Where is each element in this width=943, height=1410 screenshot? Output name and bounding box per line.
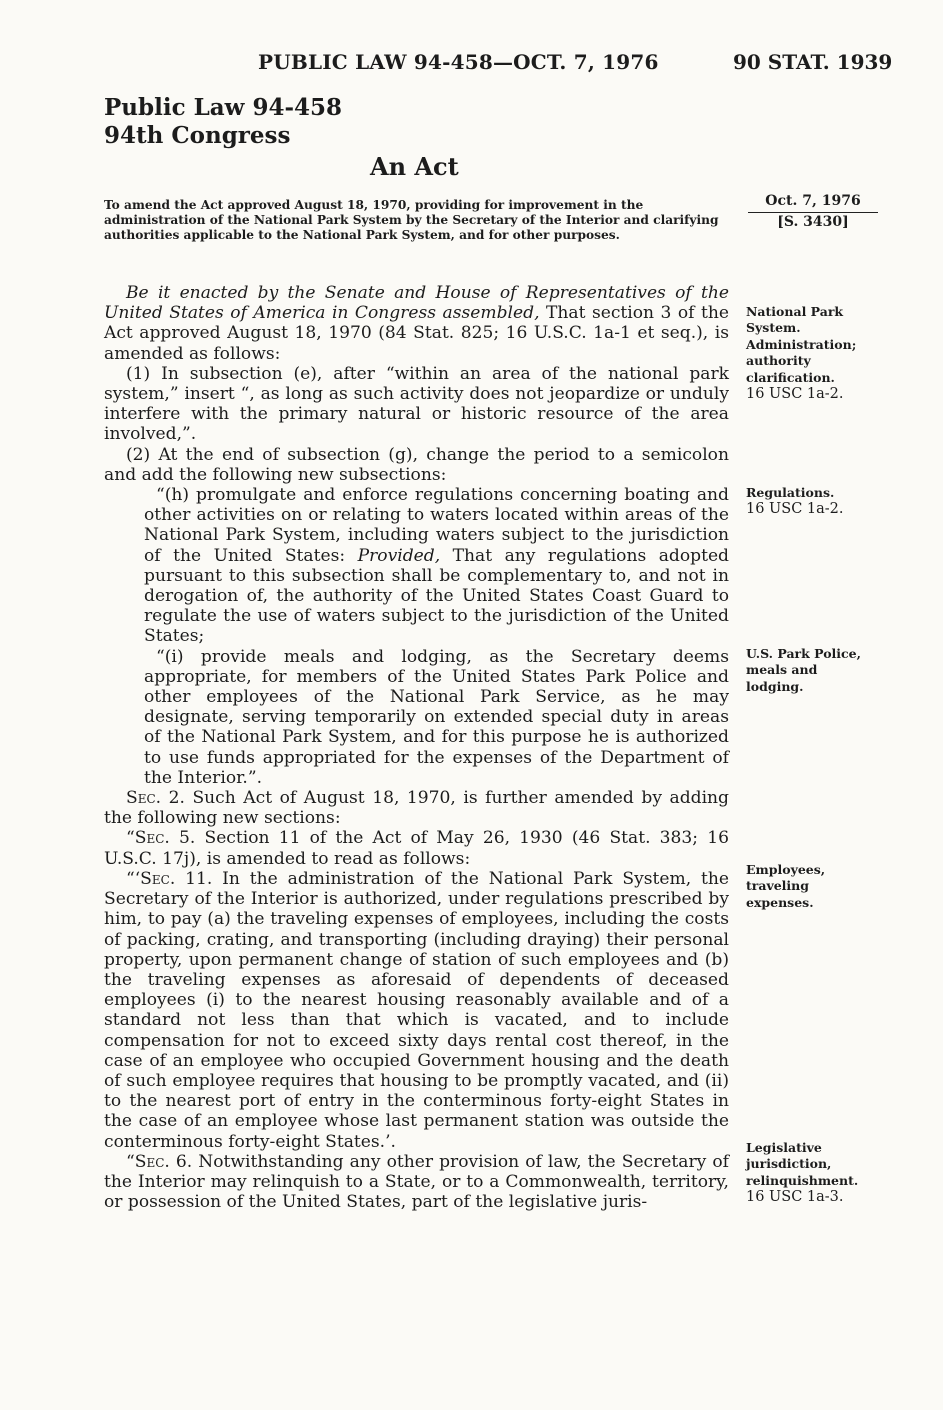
section-5-text: Section 11 of the Act of May 26, 1930 (46 Stat. 383; 16 U.S.C. 17j), is amended to read as follows: [104,828,729,869]
section-11-label: “‘Sec. 11. [126,868,213,889]
sidenote-4-text: Employees, traveling expenses. [746,862,826,910]
purpose-text: To amend the Act approved August 18, 1970, providing for improvement in the administration of the National Park System by the Secretary of the Interior and clarifying authorities applicable to the National Park System, and for other purposes. [104,198,719,242]
subsection-i: “(i) provide meals and lodging, as the Secretary deems appropriate, for members of the United States Park Police and other employees of the National Park Service, as he may designate, serving temporarily on extended special duty in areas of the National Park System, and for this purpose he is authorized to use funds appropriated for the expenses of the Department of the Interior.”. [144,646,729,788]
sidenote-park-police [746,646,876,695]
sidenote-regulations [746,485,876,518]
section-2-text: Such Act of August 18, 1970, is further amended by adding the following new sections: [104,788,729,829]
paragraph-1: (1) In subsection (e), after “within an area of the national park system,” insert “, as long as such activity does not jeopardize or unduly interfere with the primary natural or historic resource of the area involved,”. [104,363,729,445]
purpose-clause [104,198,722,243]
law-title-block [104,94,342,150]
enacting-clause-italic: Be it enacted by the Senate and House of Representatives of the United States of America in Congress assembled, [104,283,729,324]
section-2 [104,788,729,828]
paragraph-2: (2) At the end of subsection (g), change the period to a semicolon and add the following new subsections: [104,444,729,485]
enacting-clause [104,283,729,364]
bill-number: [S. 3430] [777,214,849,230]
congress-number: 94th Congress [104,122,291,149]
subsection-h-text-a: “(h) promulgate and enforce regulations concerning boating and other activities on or relating to waters located within areas of the National Park System, including waters subject to the jurisdiction of the United States: [144,485,729,566]
act-heading: An Act [370,152,459,181]
section-11 [104,869,729,1152]
enacting-clause-rest: That section 3 of the Act approved August 18, 1970 (84 Stat. 825; 16 U.S.C. 1a-1 et seq.), is amended as follows: [104,303,729,364]
sidenote-1-text: National Park System. Administration; authority clarification. [746,304,857,385]
sidenote-employees-travel [746,862,876,911]
section-5-label: “Sec. 5. [126,828,196,849]
date-sidenote [748,192,878,232]
sidenote-3-text: U.S. Park Police, meals and lodging. [746,646,861,694]
subsection-h [144,485,729,647]
sidenote-2-citation: 16 USC 1a-2. [746,501,844,518]
law-number: Public Law 94-458 [104,94,343,121]
sidenote-national-park-system [746,304,876,402]
law-body [104,283,729,1212]
enactment-date: Oct. 7, 1976 [748,192,878,213]
section-6-label: “Sec. 6. [126,1151,193,1172]
subsection-h-provided: Provided, [357,545,441,566]
sidenote-legislative-jurisdiction [746,1140,876,1206]
section-5 [104,828,729,868]
sidenote-5-citation: 16 USC 1a-3. [746,1189,844,1206]
sidenote-5-text: Legislative jurisdiction, relinquishment. [746,1140,859,1188]
section-6-text: Notwithstanding any other provision of law, the Secretary of the Interior may relinquish to a State, or to a Commonwealth, territory, or possession of the United States, part of the legislative juris- [104,1151,729,1213]
running-header-stat-page: 90 STAT. 1939 [733,50,893,74]
running-header-title: PUBLIC LAW 94-458—OCT. 7, 1976 [258,50,659,74]
section-11-text: In the administration of the National Park System, the Secretary of the Interior is authorized, under regulations prescribed by him, to pay (a) the traveling expenses of employees, including the costs of packing, crating, and transporting (including draying) their personal property, upon permanent change of station of such employees and (b) the traveling expenses as aforesaid of dependents of deceased employees (i) to the nearest housing reasonably available and of a standard not less than that which is vacated, and to include compensation for not to exceed sixty days rental cost thereof, in the case of an employee who occupied Government housing and the death of such employee requires that housing to be promptly vacated, and (ii) to the nearest port of entry in the conterminous forty-eight States in the case of an employee whose last permanent station was outside the conterminous forty-eight States.’. [104,868,729,1152]
section-6 [104,1152,729,1213]
subsection-h-text-b: That any regulations adopted pursuant to this subsection shall be complementary to, and not in derogation of, the authority of the United States Coast Guard to regulate the use of waters subject to the jurisdiction of the United States; [144,545,729,647]
sidenote-1-citation: 16 USC 1a-2. [746,386,844,403]
section-2-label: Sec. 2. [126,788,185,809]
sidenote-2-text: Regulations. [746,485,835,500]
